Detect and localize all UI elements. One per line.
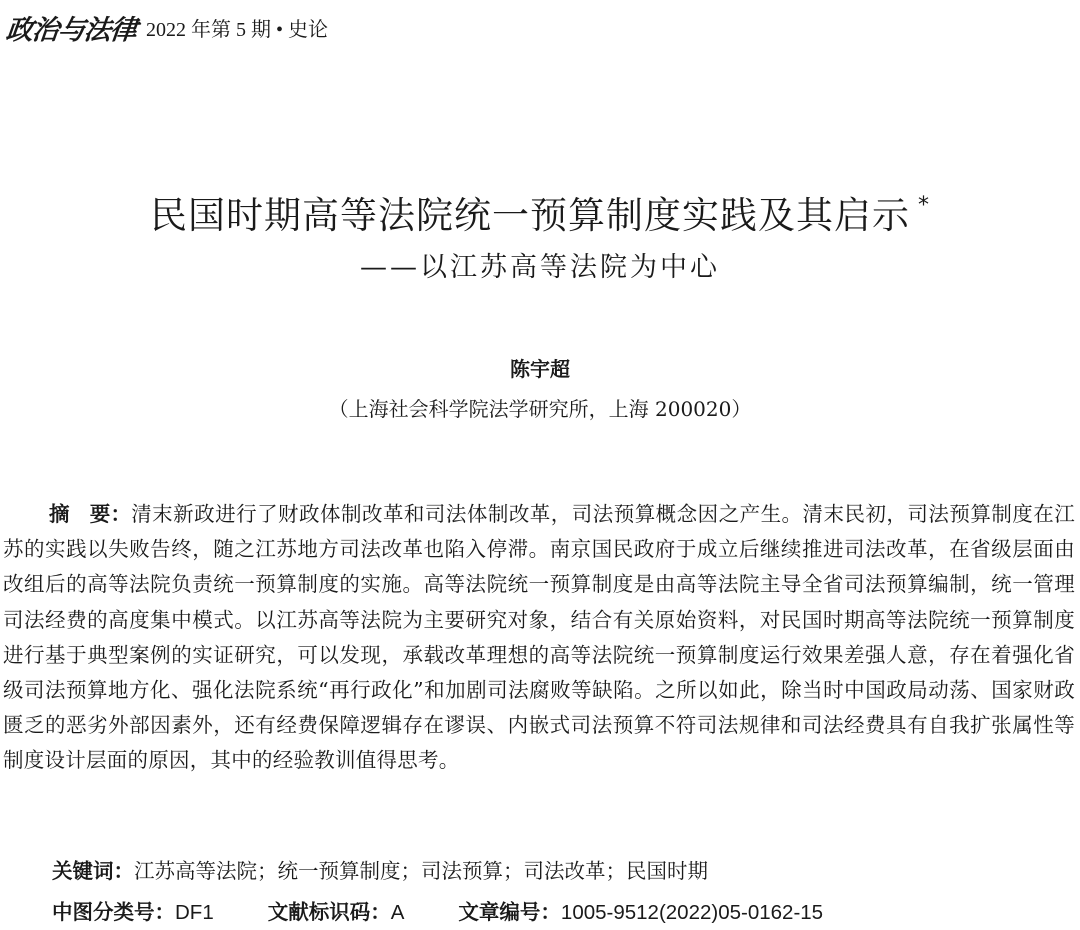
keywords-text: 江苏高等法院；统一预算制度；司法预算；司法改革；民国时期 [134, 859, 708, 883]
abstract-label-head: 摘 [49, 502, 90, 526]
journal-logo: 政治与法律 [4, 14, 138, 46]
article-number-label: 文章编号： [458, 900, 561, 924]
issue-info: 2022 年第 5 期 • 史论 [146, 19, 329, 41]
keywords [52, 855, 708, 887]
article-subtitle: ——以江苏高等法院为中心 [360, 252, 720, 283]
article-number [458, 896, 823, 929]
classification-info [52, 896, 823, 929]
abstract-text: 清末新政进行了财政体制改革和司法体制改革，司法预算概念因之产生。清末民初，司法预算制度在江苏的实践以失败告终，随之江苏地方司法改革也陷入停滞。南京国民政府于成立后继续推进司法改革，在省级层面由改组后的高等法院负责统一预算制度的实施。高等法院统一预算制度是由高等法院主导全省司法预算编制，统一管理司法经费的高度集中模式。以江苏高等法院为主要研究对象，结合有关原始资料，对民国时期高等法院统一预算制度进行基于典型案例的实证研究，可以发现，承载改革理想的高等法院统一预算制度运行效果差强人意，存在着强化省级司法预算地方化、强化法院系统“再行政化”和加剧司法腐败等缺陷。之所以如此，除当时中国政局动荡、国家财政匮乏的恶劣外部因素外，还有经费保障逻辑存在谬误、内嵌式司法预算不符司法规律和司法经费具有自我扩张属性等制度设计层面的原因，其中的经验教训值得思考。 [3, 502, 1076, 773]
author-name: 陈宇超 [510, 357, 570, 381]
clc-value: DF1 [175, 901, 214, 924]
author-affiliation: （上海社会科学院法学研究所，上海 200020） [328, 397, 752, 421]
clc-number [52, 896, 214, 929]
title-footnote-mark: * [918, 193, 930, 218]
article-title-text: 民国时期高等法院统一预算制度实践及其启示 [150, 194, 910, 237]
keywords-label: 关键词： [52, 859, 134, 883]
abstract-label-tail: 要： [89, 502, 132, 526]
document-code [268, 896, 405, 929]
clc-label: 中图分类号： [52, 900, 175, 924]
document-code-value: A [390, 901, 405, 924]
abstract-label [49, 502, 131, 526]
abstract [3, 497, 1075, 779]
document-code-label: 文献标识码： [267, 900, 391, 924]
article-title [0, 182, 1080, 240]
journal-header [6, 14, 328, 46]
article-number-value: 1005-9512(2022)05-0162-15 [560, 901, 824, 924]
